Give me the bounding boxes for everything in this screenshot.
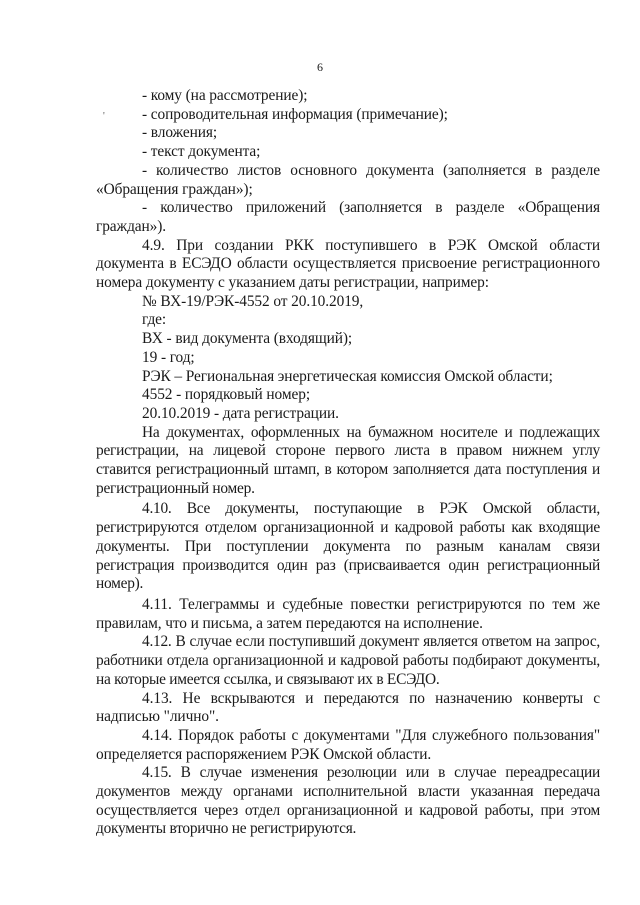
list-item-attachments: - вложения; bbox=[142, 124, 218, 142]
legend-item-type: ВХ - вид документа (входящий); bbox=[142, 330, 353, 348]
paragraph-4-11: 4.11. Телеграммы и судебные повестки регистрируются по тем же правилам, что и письма, а затем передаются на исполнение. bbox=[96, 595, 600, 632]
paragraph-4-9: 4.9. При создании РКК поступившего в РЭК Омской области документа в ЕСЭДО области осуществляется присвоение регистрационного номера документу с указанием даты регистрации, например: bbox=[96, 236, 600, 292]
list-item-sheet-count: - количество листов основного документа (заполняется в разделе «Обращения граждан»); bbox=[96, 161, 600, 198]
legend-item-date: 20.10.2019 - дата регистрации. bbox=[142, 404, 339, 422]
legend-intro: где: bbox=[142, 311, 167, 329]
registration-number-example: № ВХ-19/РЭК-4552 от 20.10.2019, bbox=[142, 292, 364, 310]
list-item-document-text: - текст документа; bbox=[142, 143, 261, 161]
scan-mark: ' bbox=[103, 111, 105, 122]
legend-item-year: 19 - год; bbox=[142, 348, 195, 366]
paragraph-4-13: 4.13. Не вскрываются и передаются по назначению конверты с надписью "лично". bbox=[96, 689, 600, 726]
paragraph-4-12: 4.12. В случае если поступивший документ является ответом на запрос, работники отдела организационной и кадровой работы подбирают документы, на которые имеется ссылка, и связывают их в ЕСЭДО. bbox=[96, 633, 600, 688]
page-number: 6 bbox=[317, 60, 323, 74]
paragraph-4-15: 4.15. В случае изменения резолюции или в случае переадресации документов между органами исполнительной власти указанная передача осуществляется через отдел организационной и кадровой работы, при этом документы вторично не регистрируются. bbox=[96, 764, 600, 838]
paragraph-paper-stamp: На документах, оформленных на бумажном носителе и подлежащих регистрации, на лицевой стороне первого листа в правом нижнем углу ставится регистрационный штамп, в котором заполняется дата поступления и регистрационный номер. bbox=[96, 423, 600, 497]
list-item-recipient: - кому (на рассмотрение); bbox=[142, 87, 308, 104]
paragraph-4-10: 4.10. Все документы, поступающие в РЭК Омской области, регистрируются отделом организационной и кадровой работы как входящие документы. При поступлении документа по разным каналам связи регистрация производится один раз (присваивается один регистрационный номер). bbox=[96, 500, 600, 593]
list-item-appendix-count: - количество приложений (заполняется в разделе «Обращения граждан»). bbox=[96, 199, 600, 235]
legend-item-sequence: 4552 - порядковый номер; bbox=[142, 386, 311, 404]
legend-item-rek: РЭК – Региональная энергетическая комиссия Омской области; bbox=[142, 367, 553, 385]
paragraph-4-14: 4.14. Порядок работы с документами "Для служебного пользования" определяется распоряжением РЭК Омской области. bbox=[96, 726, 600, 763]
list-item-cover-info: - сопроводительная информация (примечание); bbox=[142, 105, 448, 123]
document-body bbox=[96, 87, 600, 839]
